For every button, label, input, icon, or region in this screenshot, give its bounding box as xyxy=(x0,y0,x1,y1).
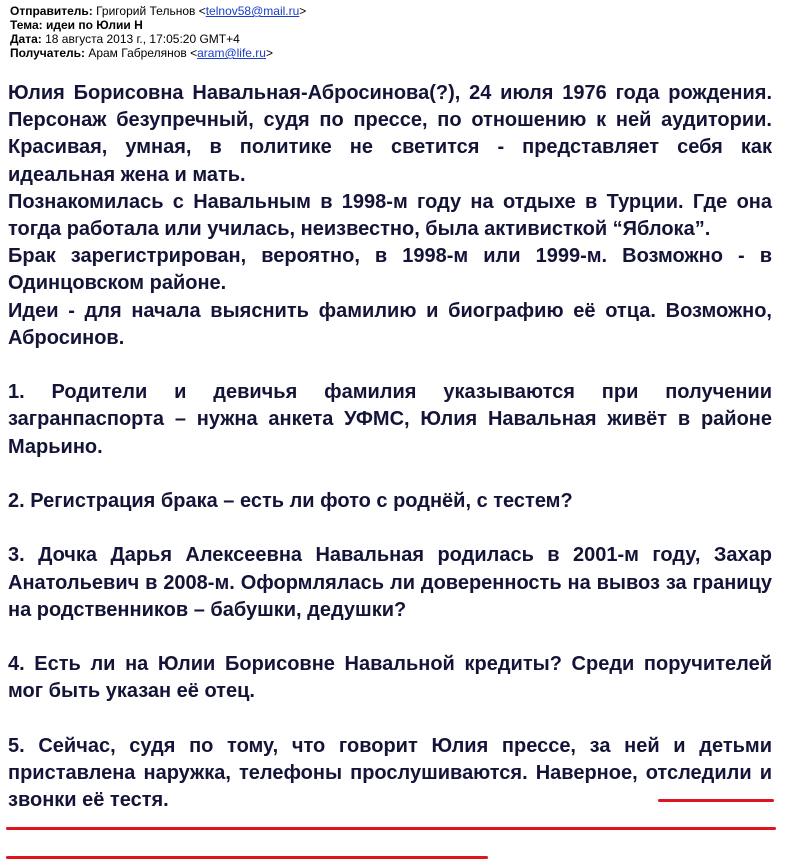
list-item-4: 4. Есть ли на Юлии Борисовне Навальной кредиты? Среди поручителей мог быть указан её отец. xyxy=(8,653,772,703)
to-name: Арам Габрелянов xyxy=(88,46,187,60)
red-underline-marker-2 xyxy=(6,827,776,830)
intro-paragraph-4: Идеи - для начала выяснить фамилию и биографию её отца. Возможно, Абросинов. xyxy=(8,299,772,349)
from-name: Григорий Тельнов xyxy=(96,4,196,18)
list-item-3: 3. Дочка Дарья Алексеевна Навальная родилась в 2001-м году, Захар Анатольевич в 2008-м. Оформлялась ли доверенность на вывоз за границу на родственников – бабушки, дедушки? xyxy=(8,544,772,621)
date-value: 18 августа 2013 г., 17:05:20 GMT+4 xyxy=(45,32,240,46)
spacer xyxy=(8,624,772,651)
date-label: Дата: xyxy=(10,32,42,46)
email-body xyxy=(8,80,772,814)
list-item-5: 5. Сейчас, судя по тому, что говорит Юлия прессе, за ней и детьми приставлена наружка, телефоны прослушиваются. Наверное, отследили и звонки её тестя. xyxy=(8,734,772,812)
intro-paragraph-1: Юлия Борисовна Навальная-Абросинова(?), 24 июля 1976 года рождения. Персонаж безупречный, судя по прессе, по отношению к ней аудитории. Красивая, умная, в политике не светится - представляет себя как идеальная жена и мать. xyxy=(8,82,772,186)
subject-value: идеи по Юлии Н xyxy=(45,18,143,32)
from-label: Отправитель: xyxy=(10,4,93,18)
subject-row xyxy=(10,18,780,32)
intro-paragraph-3: Брак зарегистрирован, вероятно, в 1998-м или 1999-м. Возможно - в Одинцовском районе. xyxy=(8,245,772,295)
spacer xyxy=(8,706,772,733)
red-underline-marker-1 xyxy=(658,799,774,802)
email-header xyxy=(10,4,780,60)
to-label: Получатель: xyxy=(10,46,85,60)
intro-paragraph-2: Познакомилась с Навальным в 1998-м году на отдыхе в Турции. Где она тогда работала или училась, неизвестно, была активисткой “Яблока”. xyxy=(8,190,772,241)
from-email-link[interactable]: telnov58@mail.ru xyxy=(205,4,300,18)
subject-label: Тема: xyxy=(10,18,43,32)
from-row: Отправитель: Григорий Тельнов <telnov58@mail.ru> xyxy=(10,4,307,18)
spacer xyxy=(8,461,772,488)
spacer xyxy=(8,352,772,379)
to-email-link[interactable]: aram@life.ru xyxy=(197,46,266,60)
red-underline-marker-3 xyxy=(6,856,488,859)
list-item-2: 2. Регистрация брака – есть ли фото с роднёй, с тестем? xyxy=(8,490,573,513)
list-item-1: 1. Родители и девичья фамилия указываются при получении загранпаспорта – нужна анкета УФМС, Юлия Навальная живёт в районе Марьино. xyxy=(8,381,772,458)
to-row: Получатель: Арам Габрелянов <aram@life.ru> xyxy=(10,46,273,60)
spacer xyxy=(8,515,772,542)
date-row xyxy=(10,32,780,46)
